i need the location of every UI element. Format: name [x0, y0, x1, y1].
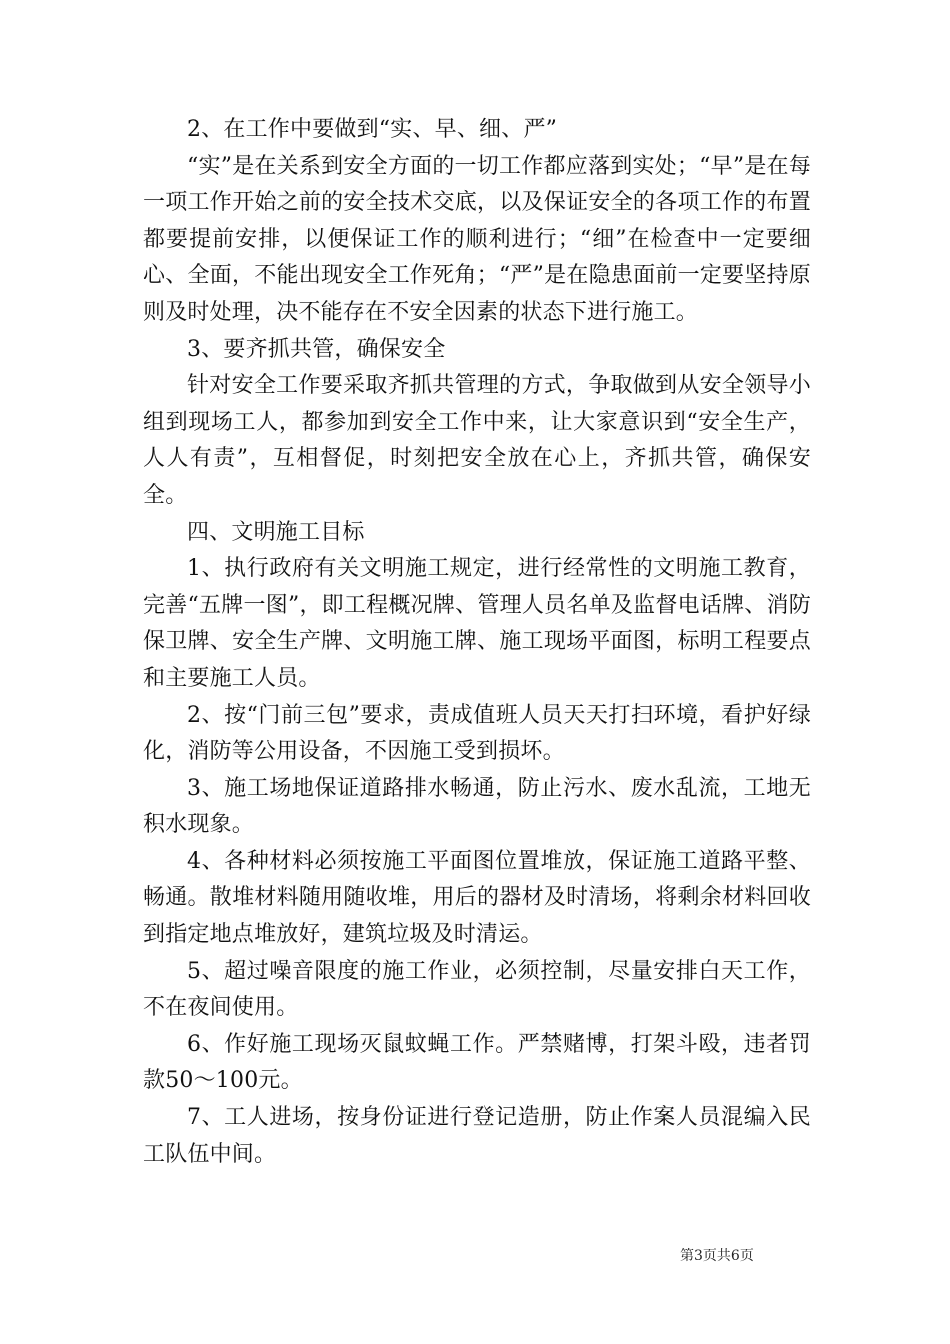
subheading-paragraph: 2、在工作中要做到“实、早、细、严”: [187, 117, 558, 142]
document-body: [143, 112, 811, 1173]
body-paragraph: “实”是在关系到安全方面的一切工作都应落到实处；“早”是在每一项工作开始之前的安全技术交底，以及保证安全的各项工作的布置都要提前安排，以便保证工作的顺利进行；“细”在检查中一定要细心、全面，不能出现安全工作死角；“严”是在隐患面前一定要坚持原则及时处理，决不能存在不安全因素的状态下进行施工。: [143, 153, 811, 325]
subheading-paragraph: 3、要齐抓共管，确保安全: [187, 336, 446, 362]
list-item-paragraph: 1、执行政府有关文明施工规定，进行经常性的文明施工教育，完善“五牌一图”，即工程概况牌、管理人员名单及监督电话牌、消防保卫牌、安全生产牌、文明施工牌、施工现场平面图，标明工程要点和主要施工人员。: [143, 556, 811, 691]
list-item-paragraph: 2、按“门前三包”要求，责成值班人员天天打扫环境，看护好绿化，消防等公用设备，不因施工受到损坏。: [143, 702, 811, 765]
list-item-paragraph: 7、工人进场，按身份证进行登记造册，防止作案人员混编入民工队伍中间。: [143, 1105, 811, 1167]
section-heading: 四、文明施工目标: [187, 519, 365, 545]
list-item-paragraph: 3、施工场地保证道路排水畅通，防止污水、废水乱流，工地无积水现象。: [143, 775, 811, 838]
list-item-paragraph: 5、超过噪音限度的施工作业，必须控制，尽量安排白天工作，不在夜间使用。: [143, 958, 811, 1021]
list-item-paragraph: 4、各种材料必须按施工平面图位置堆放，保证施工道路平整、畅通。散堆材料随用随收堆，用后的器材及时清场，将剩余材料回收到指定地点堆放好，建筑垃圾及时清运。: [143, 848, 811, 948]
body-paragraph: 针对安全工作要采取齐抓共管理的方式，争取做到从安全领导小组到现场工人，都参加到安全工作中来，让大家意识到“安全生产，人人有责”，互相督促，时刻把安全放在心上，齐抓共管，确保安全。: [143, 373, 811, 508]
page-number-footer: 第3页共6页: [680, 1248, 754, 1264]
list-item-paragraph: 6、作好施工现场灭鼠蚊蝇工作。严禁赌博，打架斗殴，违者罚款50～100元。: [143, 1031, 811, 1094]
